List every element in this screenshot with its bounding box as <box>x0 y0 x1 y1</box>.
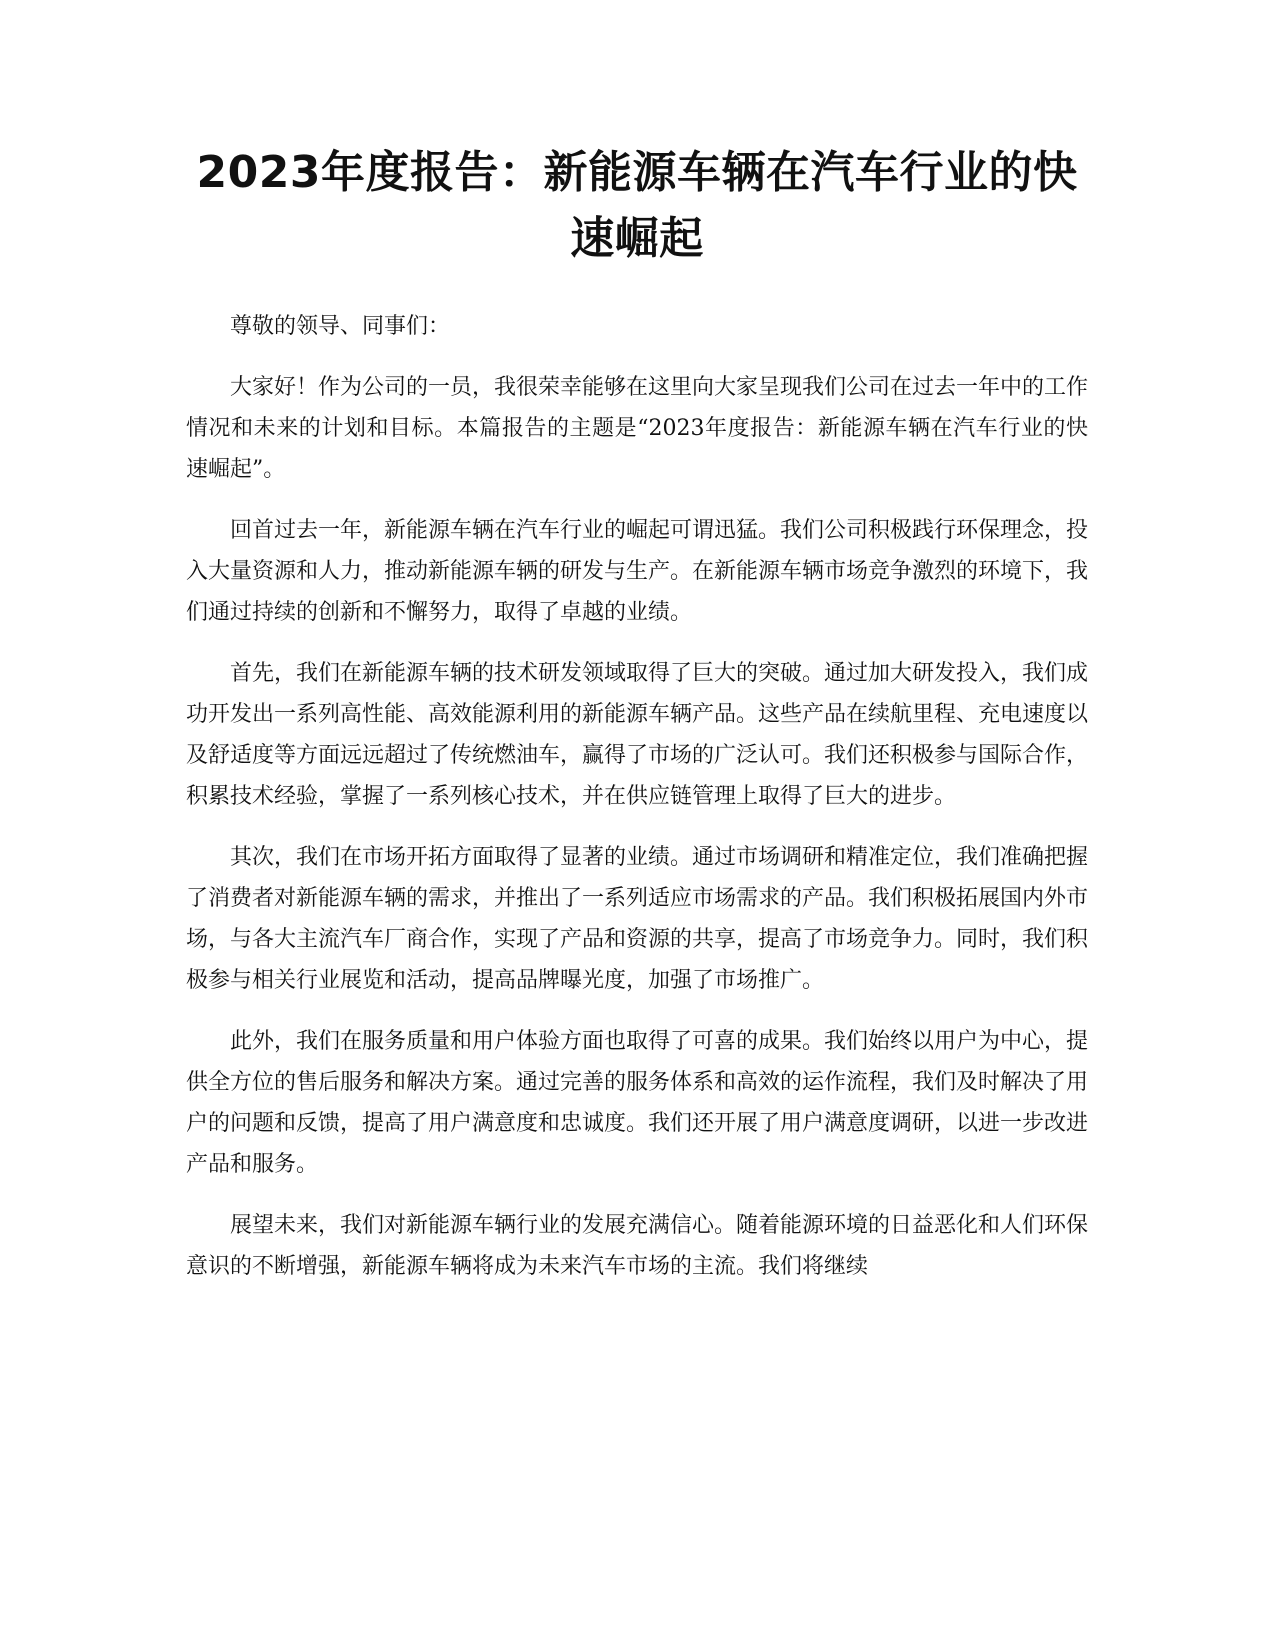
document-title: 2023年度报告：新能源车辆在汽车行业的快速崛起 <box>196 147 1078 264</box>
greeting-line: 尊敬的领导、同事们： <box>230 314 451 339</box>
paragraph: 其次，我们在市场开拓方面取得了显著的业绩。通过市场调研和精准定位，我们准确把握了消费者对新能源车辆的需求，并推出了一系列适应市场需求的产品。我们积极拓展国内外市场，与各大主流汽车厂商合作，实现了产品和资源的共享，提高了市场竞争力。同时，我们积极参与相关行业展览和活动，提高品牌曝光度，加强了市场推广。 <box>186 845 1089 993</box>
paragraph: 回首过去一年，新能源车辆在汽车行业的崛起可谓迅猛。我们公司积极践行环保理念，投入大量资源和人力，推动新能源车辆的研发与生产。在新能源车辆市场竞争激烈的环境下，我们通过持续的创新和不懈努力，取得了卓越的业绩。 <box>186 518 1089 625</box>
paragraph: 首先，我们在新能源车辆的技术研发领域取得了巨大的突破。通过加大研发投入，我们成功开发出一系列高性能、高效能源利用的新能源车辆产品。这些产品在续航里程、充电速度以及舒适度等方面远远超过了传统燃油车，赢得了市场的广泛认可。我们还积极参与国际合作，积累技术经验，掌握了一系列核心技术，并在供应链管理上取得了巨大的进步。 <box>186 661 1089 809</box>
paragraph: 大家好！作为公司的一员，我很荣幸能够在这里向大家呈现我们公司在过去一年中的工作情况和未来的计划和目标。本篇报告的主题是“2023年度报告：新能源车辆在汽车行业的快速崛起”。 <box>186 375 1089 482</box>
paragraph: 此外，我们在服务质量和用户体验方面也取得了可喜的成果。我们始终以用户为中心，提供全方位的售后服务和解决方案。通过完善的服务体系和高效的运作流程，我们及时解决了用户的问题和反馈，提高了用户满意度和忠诚度。我们还开展了用户满意度调研，以进一步改进产品和服务。 <box>186 1029 1089 1177</box>
document-page <box>186 140 1088 1307</box>
paragraph: 展望未来，我们对新能源车辆行业的发展充满信心。随着能源环境的日益恶化和人们环保意识的不断增强，新能源车辆将成为未来汽车市场的主流。我们将继续 <box>186 1213 1089 1279</box>
